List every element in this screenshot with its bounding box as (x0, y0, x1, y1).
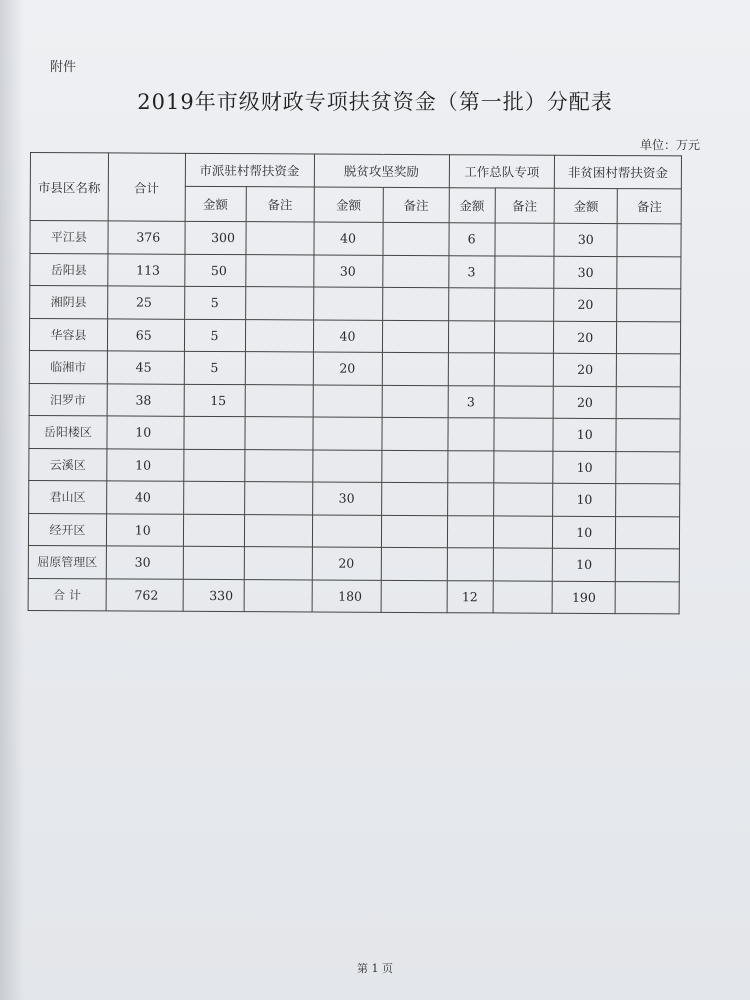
amount-cell (448, 320, 494, 353)
county-name: 岳阳楼区 (29, 415, 107, 448)
remark-cell (383, 320, 449, 353)
remark-cell (382, 417, 448, 450)
remark-cell (245, 319, 313, 352)
total-value: 30 (106, 546, 183, 579)
remark-cell (382, 352, 448, 385)
remark-cell (245, 449, 313, 482)
page-edge-shadow (0, 0, 24, 1000)
table-row (29, 350, 680, 386)
remark-cell (383, 287, 449, 320)
remark-cell (494, 353, 554, 386)
amount-cell: 10 (553, 418, 617, 451)
amount-cell: 30 (312, 482, 382, 515)
header-remark: 备注 (495, 188, 555, 223)
remark-cell (383, 222, 449, 255)
table-row (29, 318, 680, 354)
table-row (28, 545, 679, 581)
amount-cell: 3 (448, 385, 494, 418)
remark-cell (616, 484, 680, 517)
total-value: 45 (107, 351, 184, 384)
county-name: 君山区 (29, 480, 107, 513)
header-group: 脱贫攻坚奖励 (314, 154, 449, 188)
amount-cell: 30 (554, 256, 618, 289)
amount-cell: 20 (313, 352, 383, 385)
amount-cell: 10 (553, 483, 617, 516)
amount-cell: 6 (449, 223, 495, 256)
remark-cell (493, 580, 553, 613)
attachment-label: 附件 (50, 60, 77, 75)
amount-cell: 40 (313, 319, 383, 352)
amount-cell: 15 (184, 384, 246, 417)
amount-cell: 20 (312, 547, 382, 580)
remark-cell (617, 321, 681, 354)
table-row (28, 513, 679, 549)
amount-cell (183, 449, 245, 482)
table-row (30, 221, 681, 257)
remark-cell (382, 385, 448, 418)
remark-cell (244, 547, 312, 580)
amount-cell (183, 481, 245, 514)
group-total-cell: 180 (312, 579, 382, 612)
amount-cell: 10 (552, 516, 616, 549)
group-total-cell: 190 (552, 581, 616, 614)
remark-cell (244, 579, 312, 612)
amount-cell: 20 (553, 353, 617, 386)
remark-cell (616, 516, 680, 549)
county-name: 云溪区 (29, 448, 107, 481)
amount-cell (448, 418, 494, 451)
header-remark: 备注 (618, 189, 682, 224)
remark-cell (245, 482, 313, 515)
remark-cell (245, 352, 313, 385)
remark-cell (383, 255, 449, 288)
amount-cell: 5 (184, 286, 246, 319)
page-number: 第 1 页 (357, 962, 393, 975)
county-name: 湘阴县 (30, 286, 108, 319)
header-total: 合计 (108, 153, 185, 221)
amount-cell (448, 353, 494, 386)
remark-cell (381, 547, 447, 580)
remark-cell (381, 580, 447, 613)
remark-cell (616, 581, 680, 614)
amount-cell: 30 (554, 223, 618, 256)
header-amount: 金额 (449, 188, 495, 223)
remark-cell (494, 320, 554, 353)
amount-cell (312, 417, 382, 450)
header-amount: 金额 (554, 188, 618, 223)
header-group: 工作总队专项 (449, 155, 555, 189)
county-name: 经开区 (28, 513, 106, 546)
remark-cell (246, 287, 314, 320)
amount-cell: 3 (448, 255, 494, 288)
remark-cell (244, 514, 312, 547)
total-value: 10 (106, 513, 183, 546)
remark-cell (617, 256, 681, 289)
amount-cell (447, 548, 493, 581)
total-row-label: 合 计 (28, 578, 106, 611)
total-value: 38 (107, 383, 184, 416)
county-name: 临湘市 (29, 350, 107, 383)
amount-cell: 30 (313, 254, 383, 287)
remark-cell (382, 450, 448, 483)
table-row (29, 383, 680, 419)
header-remark: 备注 (383, 187, 449, 222)
header-amount: 金额 (314, 187, 384, 222)
amount-cell: 40 (313, 222, 383, 255)
total-value: 40 (106, 481, 183, 514)
remark-cell (382, 515, 448, 548)
header-county: 市县区名称 (30, 153, 108, 221)
amount-cell: 10 (553, 451, 617, 484)
amount-cell: 20 (553, 386, 617, 419)
amount-cell (312, 449, 382, 482)
table-row (29, 480, 680, 516)
total-value: 376 (108, 221, 185, 254)
header-row-1 (30, 153, 681, 189)
remark-cell (616, 419, 680, 452)
remark-cell (245, 384, 313, 417)
group-total-cell: 12 (447, 580, 493, 613)
total-value: 10 (107, 416, 184, 449)
remark-cell (616, 549, 680, 582)
remark-cell (246, 254, 314, 287)
remark-cell (382, 482, 448, 515)
county-name: 岳阳县 (30, 253, 108, 286)
amount-cell (183, 546, 245, 579)
remark-cell (493, 548, 553, 581)
remark-cell (617, 386, 681, 419)
amount-cell: 50 (184, 254, 246, 287)
header-group: 市派驻村帮扶资金 (185, 153, 314, 187)
document-title: 2019年市级财政专项扶贫资金（第一批）分配表 (137, 90, 613, 114)
amount-cell: 300 (185, 221, 247, 254)
total-value: 25 (107, 286, 184, 319)
amount-cell (447, 450, 493, 483)
amount-cell: 20 (553, 321, 617, 354)
amount-cell (313, 287, 383, 320)
unit-label: 单位：万元 (639, 138, 700, 152)
table-row (30, 253, 681, 289)
amount-cell: 20 (554, 288, 618, 321)
remark-cell (493, 515, 553, 548)
header-remark: 备注 (246, 187, 314, 222)
amount-cell (448, 288, 494, 321)
remark-cell (245, 417, 313, 450)
remark-cell (616, 451, 680, 484)
remark-cell (494, 255, 554, 288)
remark-cell (494, 385, 554, 418)
remark-cell (493, 483, 553, 516)
remark-cell (246, 222, 314, 255)
amount-cell (183, 514, 245, 547)
header-group: 非贫困村帮扶资金 (554, 155, 681, 189)
county-name: 平江县 (30, 221, 108, 254)
amount-cell: 5 (184, 319, 246, 352)
county-name: 汨罗市 (29, 383, 107, 416)
allocation-table (28, 152, 682, 614)
county-name: 华容县 (29, 318, 107, 351)
amount-cell: 5 (184, 351, 246, 384)
remark-cell (617, 224, 681, 257)
amount-cell (312, 514, 382, 547)
amount-cell: 10 (552, 548, 616, 581)
table-row (29, 448, 680, 484)
remark-cell (495, 223, 555, 256)
total-value: 65 (107, 318, 184, 351)
remark-cell (493, 450, 553, 483)
header-amount: 金额 (185, 186, 247, 221)
amount-cell (183, 416, 245, 449)
group-total-cell: 330 (183, 579, 245, 612)
total-value: 113 (108, 253, 185, 286)
table-row (29, 415, 680, 451)
grand-total-value: 762 (106, 578, 183, 611)
total-row (28, 578, 679, 614)
amount-cell (447, 515, 493, 548)
remark-cell (617, 354, 681, 387)
table-row (30, 286, 681, 322)
county-name: 屈原管理区 (28, 545, 106, 578)
remark-cell (617, 289, 681, 322)
remark-cell (494, 418, 554, 451)
amount-cell (447, 483, 493, 516)
amount-cell (313, 384, 383, 417)
remark-cell (494, 288, 554, 321)
total-value: 10 (107, 448, 184, 481)
